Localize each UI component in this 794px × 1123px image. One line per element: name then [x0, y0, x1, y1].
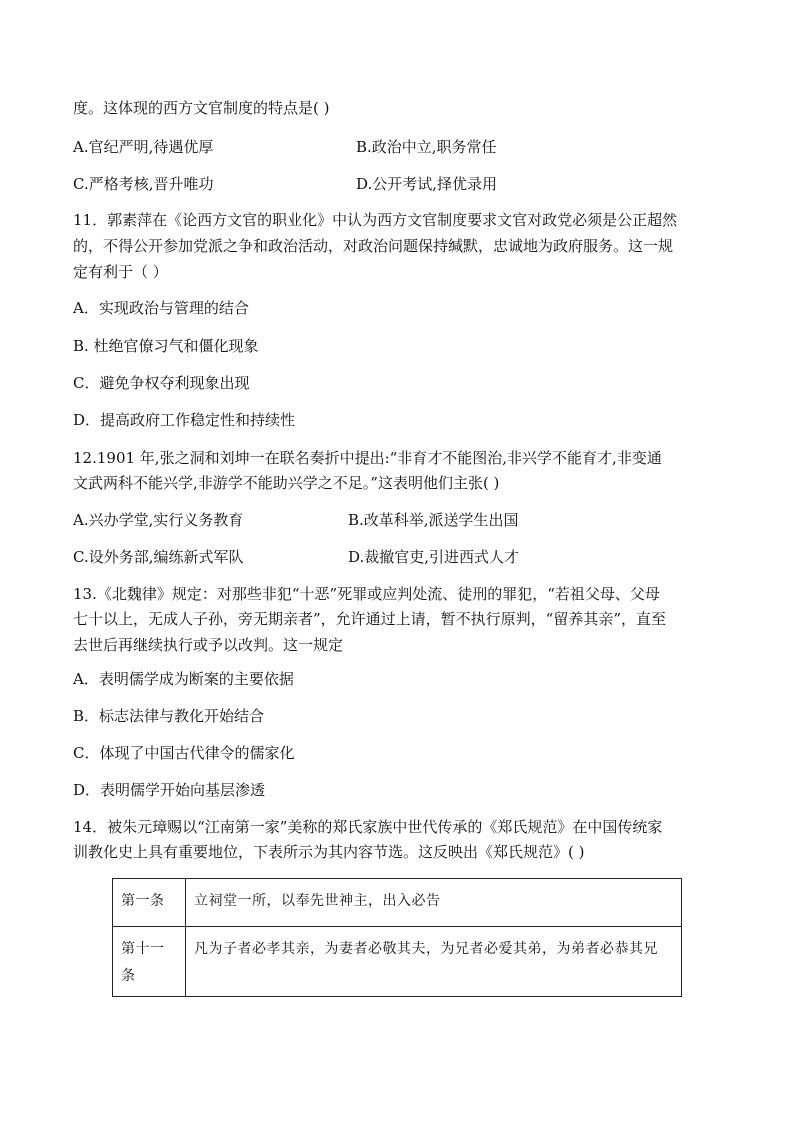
article-content: 立祠堂一所，以奉先世神主，出入必告: [194, 893, 441, 909]
q13-stem-line-1: 13.《北魏律》规定：对那些非犯“十恶”死罪或应判处流、徒刑的罪犯，“若祖父母、父母: [73, 585, 660, 603]
q12-option-a: A.兴办学堂,实行义务教育: [73, 511, 244, 529]
q10-option-a: A.官纪严明,待遇优厚: [73, 138, 214, 156]
q11-stem-line-3: 定有利于（ ）: [73, 263, 168, 281]
q12-option-b: B.改革科举,派送学生出国: [348, 511, 519, 529]
q13-stem-line-2: 七十以上，无成人子孙，旁无期亲者”，允许通过上请，暂不执行原判，“留养其亲”，直至: [73, 610, 667, 628]
q13-option-c: C．体现了中国古代律令的儒家化: [73, 744, 295, 762]
q13-option-a: A．表明儒学成为断案的主要依据: [73, 670, 294, 688]
q11-stem-line-1: 11．郭素萍在《论西方文官的职业化》中认为西方文官制度要求文官对政党必须是公正超然: [73, 211, 678, 229]
q14-stem-line-1: 14．被朱元璋赐以“江南第一家”美称的郑氏家族中世代传承的《郑氏规范》在中国传统家: [73, 818, 663, 836]
q11-stem-line-2: 的，不得公开参加党派之争和政治活动，对政治问题保持缄默，忠诚地为政府服务。这一规: [73, 237, 674, 255]
q13-option-d: D．表明儒学开始向基层渗透: [73, 781, 266, 799]
q10-stem-tail: 度。这体现的西方文官制度的特点是( ): [73, 99, 330, 117]
q10-option-b: B.政治中立,职务常任: [356, 138, 497, 156]
table-cell-article: [113, 927, 186, 997]
article-content: 凡为子者必孝其亲，为妻者必敬其夫，为兄者必爱其弟，为弟者必恭其兄: [194, 941, 658, 957]
q14-stem-line-2: 训教化史上具有重要地位，下表所示为其内容节选。这反映出《郑氏规范》( ): [73, 843, 585, 861]
q11-option-d: D．提高政府工作稳定性和持续性: [73, 411, 296, 429]
q10-option-d: D.公开考试,择优录用: [356, 175, 498, 193]
q13-option-b: B．标志法律与教化开始结合: [73, 707, 265, 725]
article-label: 第一条: [121, 893, 165, 909]
table-cell-content: [186, 927, 682, 997]
article-label: 第十一条: [121, 941, 165, 984]
table-cell-content: [186, 879, 682, 927]
q14-table: [112, 878, 682, 997]
q11-option-b: B. 杜绝官僚习气和僵化现象: [73, 337, 259, 355]
q12-option-c: C.设外务部,编练新式军队: [73, 548, 244, 566]
table-row: [113, 927, 682, 997]
q12-option-d: D.裁撤官吏,引进西式人才: [348, 548, 520, 566]
q12-stem-line-1: 12.1901 年,张之洞和刘坤一在联名奏折中提出:“非育才不能图治,非兴学不能育才,非变通: [73, 449, 662, 467]
table-row: [113, 879, 682, 927]
q11-option-a: A．实现政治与管理的结合: [73, 299, 249, 317]
q13-stem-line-3: 去世后再继续执行或予以改判。这一规定: [73, 636, 344, 654]
q10-option-c: C.严格考核,晋升唯功: [73, 175, 214, 193]
q11-option-c: C．避免争权夺利现象出现: [73, 374, 250, 392]
table-cell-article: [113, 879, 186, 927]
q12-stem-line-2: 文武两科不能兴学,非游学不能助兴学之不足。”这表明他们主张( ): [73, 474, 500, 492]
